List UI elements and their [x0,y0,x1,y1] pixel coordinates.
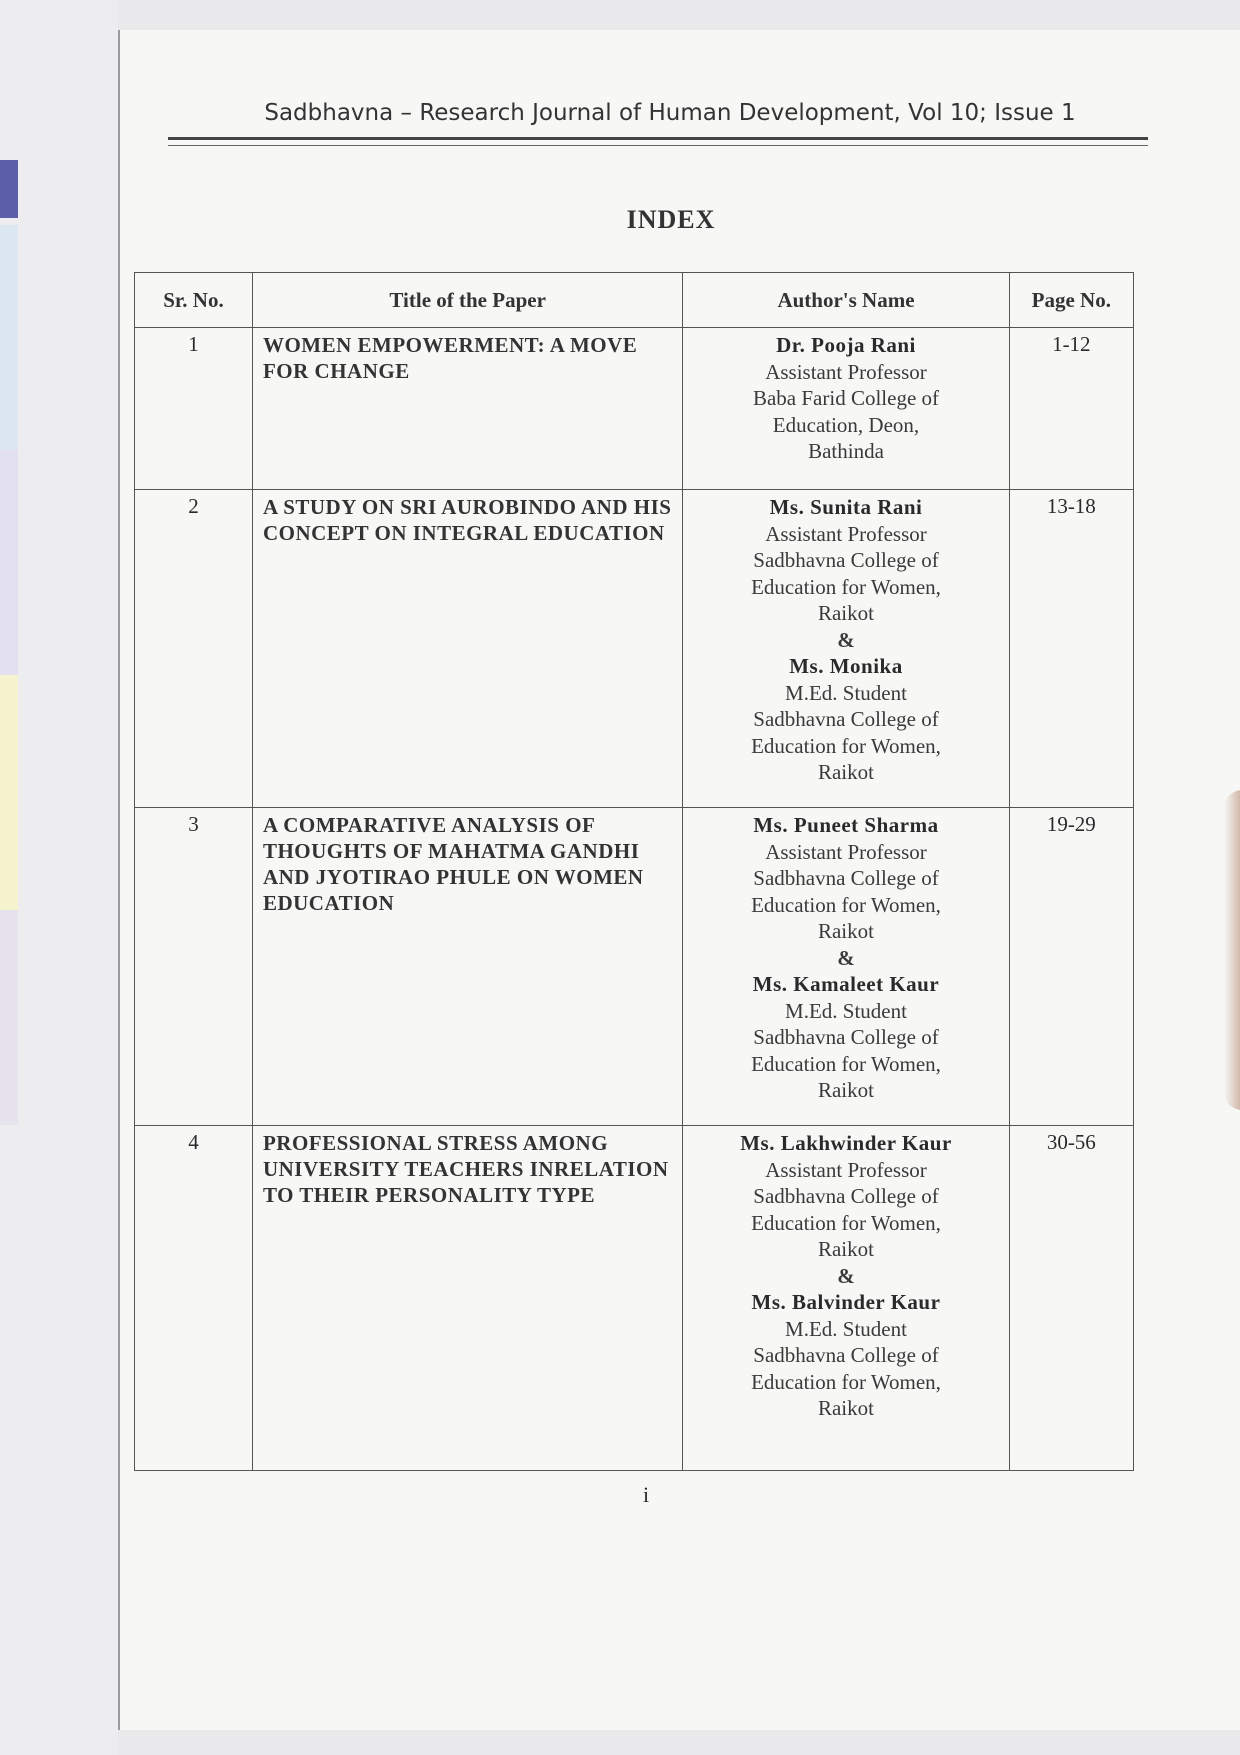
author-name: Ms. Sunita Rani [769,495,923,519]
row-sr: 2 [135,490,253,808]
paper-title: PROFESSIONAL STRESS AMONG UNIVERSITY TEACHERS INRELATION TO THEIR PERSONALITY TYPE [252,1126,682,1471]
column-header-title: Title of the Paper [252,273,682,328]
author-affiliation-line: M.Ed. Student [785,680,907,705]
author-name: Ms. Lakhwinder Kaur [740,1131,952,1155]
column-header-sr: Sr. No. [135,273,253,328]
table-row [135,1126,1134,1471]
table-row [135,808,1134,1126]
table-header-row [135,273,1134,328]
author-name: Ms. Kamaleet Kaur [752,972,940,996]
column-header-author: Author's Name [683,273,1009,328]
page-range: 30-56 [1009,1126,1133,1471]
author-cell [683,1126,1009,1471]
author-cell [683,328,1009,490]
paper-title: A COMPARATIVE ANALYSIS OF THOUGHTS OF MAHATMA GANDHI AND JYOTIRAO PHULE ON WOMEN EDUCATION [252,808,682,1126]
page-number: i [642,1482,650,1507]
author-affiliation-line: Sadbhavna College of [753,1343,939,1367]
author-affiliation-line: Education, Deon, [772,412,920,437]
paper-title: A STUDY ON SRI AUROBINDO AND HIS CONCEPT ON INTEGRAL EDUCATION [252,490,682,808]
author-affiliation-line: Raikot [817,1237,874,1261]
author-affiliation-line: Sadbhavna College of [753,1184,939,1208]
author-separator: & [837,627,855,652]
strip-tab-lightblue [0,225,18,450]
row-sr: 4 [135,1126,253,1471]
column-header-page: Page No. [1009,273,1133,328]
author-affiliation-line: Education for Women, [751,574,941,599]
table-row [135,328,1134,490]
row-sr: 1 [135,328,253,490]
author-affiliation-line: Assistant Professor [765,359,927,384]
author-affiliation-line: Education for Women, [751,733,941,758]
author-affiliation-line: Assistant Professor [765,521,927,546]
author-affiliation-line: Education for Women, [751,1369,941,1394]
author-name: Ms. Puneet Sharma [753,813,939,837]
author-cell [683,490,1009,808]
author-separator: & [837,1263,855,1288]
author-affiliation-line: Education for Women, [751,1051,941,1076]
strip-tab-lavender [0,450,18,675]
document-page [118,30,1240,1730]
author-affiliation-line: Sadbhavna College of [753,1025,939,1049]
author-affiliation-line: Sadbhavna College of [753,707,939,731]
author-affiliation-line: Raikot [817,1396,874,1420]
index-table [134,272,1134,1471]
author-affiliation-line: M.Ed. Student [785,1316,907,1341]
author-affiliation-line: Baba Farid College of [752,386,940,410]
page-range: 19-29 [1009,808,1133,1126]
author-affiliation-line: Sadbhavna College of [753,548,939,572]
author-affiliation-line: Raikot [817,601,874,625]
author-affiliation-line: M.Ed. Student [785,998,907,1023]
author-name: Dr. Pooja Rani [776,333,916,357]
author-affiliation-line: Sadbhavna College of [753,866,939,890]
strip-tab-lilac [0,910,18,1125]
page-range: 1-12 [1009,328,1133,490]
header-rule [168,137,1148,146]
strip-tab-blue [0,160,18,218]
author-affiliation-line: Raikot [817,760,874,784]
table-row [135,490,1134,808]
author-affiliation-line: Education for Women, [751,1210,941,1235]
page-edge-shadow [1224,790,1240,1110]
page-range: 13-18 [1009,490,1133,808]
author-affiliation-line: Assistant Professor [765,1157,927,1182]
left-margin-strip [0,0,118,1755]
paper-title: WOMEN EMPOWERMENT: A MOVE FOR CHANGE [252,328,682,490]
author-cell [683,808,1009,1126]
author-affiliation-line: Bathinda [808,439,884,463]
journal-header-title: Sadbhavna – Research Journal of Human Development, Vol 10; Issue 1 [264,100,1076,126]
strip-tab-yellow [0,675,18,910]
author-name: Ms. Monika [789,654,903,678]
author-affiliation-line: Education for Women, [751,892,941,917]
author-separator: & [837,945,855,970]
index-heading: INDEX [626,205,716,234]
row-sr: 3 [135,808,253,1126]
author-affiliation-line: Raikot [817,919,874,943]
author-affiliation-line: Assistant Professor [765,839,927,864]
author-name: Ms. Balvinder Kaur [751,1290,941,1314]
author-affiliation-line: Raikot [817,1078,874,1102]
